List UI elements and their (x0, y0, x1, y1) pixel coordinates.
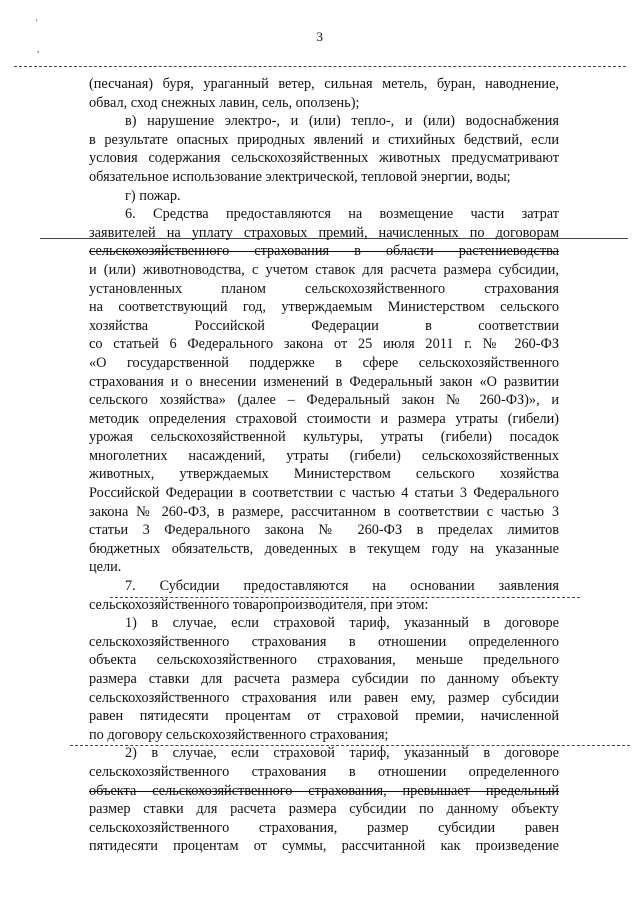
text-line: в результате опасных природных явлений и стихийных бедствий, если (89, 131, 559, 148)
text-line: со статьей 6 Федерального закона от 25 июля 2011 г. № 260-ФЗ (89, 336, 559, 353)
text-line: (песчаная) буря, ураганный ветер, сильная метель, буран, наводнение, (89, 76, 559, 92)
text-line: сельского хозяйства» (далее – Федеральный закон № 260-ФЗ)», и (89, 392, 559, 409)
text-line: животных, утверждаемых Министерством сельского хозяйства (89, 466, 559, 483)
text-line: размер ставки для расчета размера субсидии по данному объекту (89, 801, 559, 818)
text-line: обязательное использование электрической, тепловой энергии, воды; (89, 168, 511, 185)
scan-speck: ' (36, 18, 38, 28)
text-line: страхования и о внесении изменений в Федеральный закон «О развитии (89, 373, 559, 390)
text-line: 2) в случае, если страховой тариф, указанный в договоре (125, 745, 559, 762)
document-body (89, 75, 559, 856)
text-line: цели. (89, 559, 122, 576)
scan-line (14, 66, 626, 67)
text-line: в) нарушение электро-, и (или) тепло-, и (или) водоснабжения (125, 113, 559, 130)
text-line: обвал, сход снежных лавин, сель, оползень); (89, 94, 360, 111)
text-line: условия содержания сельскохозяйственных животных предусматривают (89, 150, 559, 167)
text-line: сельскохозяйственного страхования в отношении определенного (89, 633, 559, 650)
text-line: пятидесяти процентам от суммы, рассчитанной как произведение (89, 838, 559, 855)
text-line: размера ставки для расчета размера субсидии по данному объекту (89, 671, 559, 687)
text-line: сельскохозяйственного страхования в области растениеводства (89, 243, 559, 260)
text-line: сельскохозяйственного страхования, размер субсидии равен (89, 819, 559, 836)
text-line: равен пятидесяти процентам от страховой премии, начисленной (89, 708, 559, 725)
text-line: 7. Субсидии предоставляются на основании заявления (125, 578, 559, 595)
text-line: и (или) животноводства, с учетом ставок для расчета размера субсидии, (89, 261, 559, 278)
text-line: объекта сельскохозяйственного страхования, меньше предельного (89, 652, 559, 669)
text-line: объекта сельскохозяйственного страхования, превышает предельный (89, 782, 559, 799)
text-line: многолетних насаждений, утраты (гибели) сельскохозяйственных (89, 447, 559, 464)
text-line: сельскохозяйственного страхования или равен ему, размер субсидии (89, 689, 559, 706)
text-line: бюджетных обязательств, доведенных в текущем году на указанные (89, 540, 559, 557)
page-number: 3 (316, 29, 324, 44)
text-line: 1) в случае, если страховой тариф, указанный в договоре (125, 615, 559, 632)
text-line: закона № 260-ФЗ, в размере, рассчитанном в соответствии с частью 3 (89, 503, 559, 520)
text-line: на соответствующий год, утверждаемым Министерством сельского (89, 299, 559, 316)
text-line: по договору сельскохозяйственного страхования; (89, 726, 389, 743)
text-line: статьи 3 Федерального закона № 260-ФЗ в пределах лимитов (89, 522, 559, 539)
text-line: 6. Средства предоставляются на возмещение части затрат (125, 206, 559, 223)
text-line: урожая сельскохозяйственной культуры, утраты (гибели) посадок (89, 429, 559, 446)
text-line: сельскохозяйственного страхования в отношении определенного (89, 763, 559, 780)
text-line: хозяйства Российской Федерации в соответствии (89, 317, 559, 334)
text-line: методик определения страховой стоимости и размера утраты (гибели) (89, 410, 559, 427)
text-line: Российской Федерации в соответствии с частью 4 статьи 3 Федерального (89, 485, 559, 502)
text-line: заявителей на уплату страховых премий, начисленных по договорам (89, 224, 559, 241)
text-line: г) пожар. (125, 187, 181, 204)
text-line: «О государственной поддержке в сфере сельскохозяйственного (89, 354, 559, 371)
text-line: сельскохозяйственного товаропроизводителя, при этом: (89, 596, 429, 613)
text-line: установленных планом сельскохозяйственного страхования (89, 280, 559, 297)
scan-speck: , (37, 44, 40, 54)
